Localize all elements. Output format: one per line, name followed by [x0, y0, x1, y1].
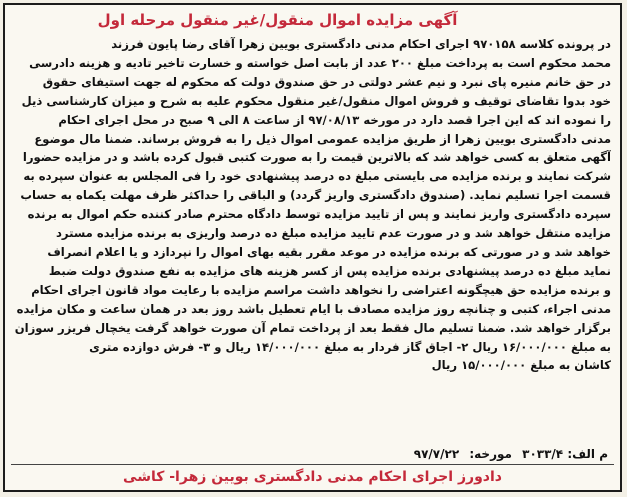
issuer-footer: دادورز اجرای احکام مدنی دادگستری بویین زهرا- کاشی — [123, 469, 502, 485]
body-line: برگزار خواهد شد. ضمنا تسلیم مال فقط بعد از پرداخت تمام آن صورت خواهد گرفت یخچال فریزر سوزان — [14, 320, 611, 335]
body-line: در پرونده کلاسه ۹۷۰۱۵۸ اجرای احکام مدنی دادگستری بویین زهرا آقای رضا پایون فرزند — [111, 37, 611, 51]
notice-body — [14, 35, 611, 375]
body-line: آگهی متعلق به کسی خواهد شد که بالاترین قیمت را به صورت کتبی قبول کرده باشد و در مزایده حضورا — [22, 150, 611, 165]
body-line: شرکت نمایند و برنده مزایده می بایستی مبلغ ده درصد پیشنهادی خود را فی المجلس به عنوان سپرده به — [23, 169, 611, 184]
body-line: سپرده دادگستری واریز نمایند و پس از تایید مزایده توسط دادگاه محترم صادر کننده حکم اموال به برنده — [27, 207, 611, 222]
body-line: در حق خانم منیره پای نبرد و نیم عشر دولتی در حق صندوق دولت که محکوم له جهت استیفای حقوق — [42, 74, 611, 89]
footer-divider — [11, 464, 614, 465]
body-line: کاشان به مبلغ ۱۵/۰۰۰/۰۰۰ ریال — [431, 358, 611, 373]
title-bar — [5, 9, 620, 33]
body-line: به مبلغ ۱۶/۰۰۰/۰۰۰ ریال ۲- اجاق گاز فردار به مبلغ ۱۴/۰۰۰/۰۰۰ ریال و ۳- فرش دوازده متری — [89, 339, 611, 354]
body-line: مزایده منتقل خواهد شد و در صورت عدم تایید مزایده مبلغ ده درصد واریزی به برنده مزایده مسترد — [55, 226, 611, 241]
reference-number: م الف: ۳۰۳۳/۴ — [522, 447, 608, 461]
body-line: و برنده مزایده حق هیچگونه اعتراضی را نخواهد داشت مراسم مزایده با رعایت مواد قانون اجرای احکام — [31, 282, 611, 297]
date-label: مورخه: — [469, 447, 512, 461]
body-line: محمد محکوم است به پرداخت مبلغ ۲۰۰ عدد از بابت اصل خواسته و خسارت تاخیر تادیه و هزینه دادرسی — [29, 55, 611, 70]
auction-notice — [3, 3, 622, 492]
body-line: مدنی اجراء، کتبی و چنانچه روز مزایده مصادف با ایام تعطیل باشد روز بعد در همان ساعت و مکان مزایده — [16, 301, 611, 316]
body-line: را نموده اند که این اجرا قصد دارد در مورخه ۹۷/۰۸/۱۳ از ساعت ۸ الی ۹ صبح در محل اجرای احکام — [58, 112, 611, 127]
body-line: خواهد شد و در صورتی که برنده مزایده در موعد مقرر بقیه بهای اموال را نپردازد و یا اعلام انصراف — [47, 244, 611, 259]
body-line: خود بدوا تقاضای توقیف و فروش اموال منقول/غیر منقول محکوم علیه به شرح و میزان کارشناسی ذیل — [21, 93, 611, 108]
reference-line — [40, 445, 608, 463]
notice-date: ۹۷/۷/۲۲ — [413, 447, 460, 461]
body-line: مدنی دادگستری بویین زهرا از طریق مزایده عمومی اموال ذیل را به فروش برساند. ضمنا مال موضوع — [34, 131, 611, 146]
body-line: قسمت اجرا تسلیم نماید. (صندوق دادگستری واریز گردد) و الباقی را حداکثر ظرف مهلت یکماه به حساب — [20, 188, 611, 203]
notice-title: آگهی مزایده اموال منقول/غیر منقول مرحله اول — [97, 11, 458, 29]
body-line: نماید مبلغ ده درصد پیشنهادی برنده مزایده پس از کسر هزینه های مزایده به نفع صندوق دولت ضبط — [48, 263, 611, 278]
